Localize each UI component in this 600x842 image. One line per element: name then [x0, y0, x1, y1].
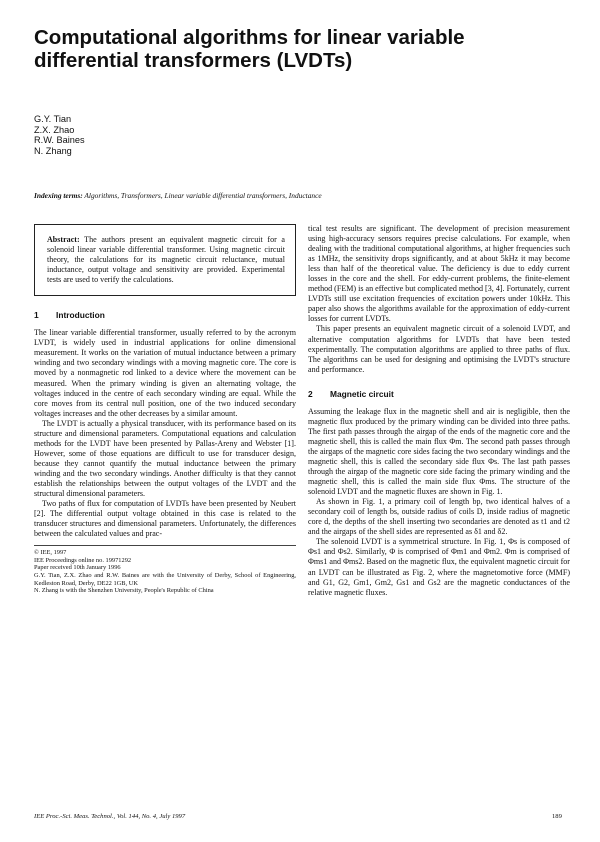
abstract-box — [34, 224, 296, 296]
body-paragraph: This paper presents an equivalent magnetic circuit of a solenoid LVDT, and alternative computation algorithms for LVDTs that have been tested experimentally. The computation algorithms are applied to three paths of flux. The algorithms can be used for designing and optimising the LVDT's structure and performance. — [308, 324, 570, 374]
body-paragraph: As shown in Fig. 1, a primary coil of length bp, two identical halves of a secondary coil of length bs, outside radius of coils D, inside radius of magnetic core d, the depths of the shell inserting two secondaries are denoted as t1 and t2 and the airgaps of the shell sides are represented as δ1 and δ2. — [308, 497, 570, 537]
body-paragraph: tical test results are significant. The development of precision measurement using high-accuracy sensors requires precise calculations. For example, when dealing with the traditional computational algorithms, at higher frequencies such as 1MHz, the sensitivity drops significantly, and at about 5kHz it may become less than half of the theoretical value. The deficiency is due to eddy current losses in the core and the shell. For eddy-current problems, the finite-element method (FEM) is an effective but complicated method [3, 4]. Fortunately, current LVDTs still use excitation frequencies of excitation powers under 10kHz. This paper also shows the algorithms available for the approximation of eddy-current losses for current LVDTs. — [308, 224, 570, 324]
body-paragraph: The solenoid LVDT is a symmetrical structure. In Fig. 1, Φs is composed of Φs1 and Φs2. Similarly, Φ is comprised of Φm1 and Φm2. Φm is comprised of Φms1 and Φms2. Based on the magnetic flux, the equivalent magnetic circuit for an LVDT can be illustrated as Fig. 2, where the magnetomotive force (MMF) and G1, G2, Gm1, Gm2, Gs1 and Gs2 are the magnetic conductances of the relative magnetic fluxes. — [308, 537, 570, 597]
paper-title: Computational algorithms for linear variable differential transformers (LVDTs) — [34, 26, 465, 72]
journal-citation: IEE Proc.-Sci. Meas. Technol., Vol. 144, No. 4, July 1997 — [34, 813, 186, 820]
left-column — [34, 224, 296, 595]
author: Z.X. Zhao — [34, 124, 75, 135]
author-list — [34, 114, 85, 156]
footnote: G.Y. Tian, Z.X. Zhao and R.W. Baines are with the University of Derby, School of Engineering, Kedleston Road, Derby, DE22 1GB, UK — [34, 572, 296, 587]
footnote: N. Zhang is with the Shenzhen University, People's Republic of China — [34, 587, 214, 595]
section-number: 2 — [308, 388, 313, 399]
indexing-terms-text: Algorithms, Transformers, Linear variable differential transformers, Inductance — [84, 191, 322, 200]
author: N. Zhang — [34, 145, 72, 156]
footnote: © IEE, 1997 — [34, 549, 67, 557]
section-heading-introduction — [34, 310, 296, 320]
author: R.W. Baines — [34, 135, 85, 146]
footnote: IEE Proceedings online no. 19971292 — [34, 556, 132, 564]
footnotes — [34, 545, 296, 595]
section-title: Introduction — [56, 310, 105, 321]
body-paragraph: The LVDT is actually a physical transducer, with its performance based on its structure and dimensional parameters. Computational equations and calculation methods for the LVDT have been presented by Pallas-Areny and Webster [1]. However, some of those equations are difficult to use for transducer design, because they cannot quantify the mutual inductance between the primary winding and the two secondary windings. Another difficulty is that they cannot establish the relationships between the output voltages of the LVDT and the structural dimensional parameters. — [34, 418, 296, 499]
abstract-text: The authors present an equivalent magnetic circuit for a solenoid linear variable differential transformer. Using magnetic circuit theory, the calculations for its magnetic circuit reluctance, mutual inductance, output voltage and sensitivity are provided. Experimental tests are used to verify the calculations. — [47, 235, 286, 285]
section-title: Magnetic circuit — [330, 388, 394, 399]
footnote: Paper received 10th January 1996 — [34, 564, 121, 572]
section-number: 1 — [34, 310, 39, 321]
body-paragraph: Two paths of flux for computation of LVDTs have been presented by Neubert [2]. The differential output voltage obtained in this case is related to the transducer structures and dimensional parameters. Unfortunately, the differences between the calculated values and prac- — [34, 499, 296, 539]
author: G.Y. Tian — [34, 114, 72, 124]
body-paragraph: The linear variable differential transformer, usually referred to by the acronym LVDT, is widely used in industrial applications for online dimensional measurement. It works on the variation of mutual inductance between a primary winding and two secondary windings with a moving magnetic core. The core is moved by a nonmagnetic rod linked to a device where the movement can be measured. When the primary winding is given an alternating voltage, the voltages induced in the centre of each secondary winding are equal. While the core moves from its central null position, one of the two induced secondary voltages increases and the other decreases by a similar amount. — [34, 328, 296, 418]
indexing-terms — [34, 191, 574, 200]
body-paragraph: Assuming the leakage flux in the magnetic shell and air is negligible, then the magnetic flux produced by the primary winding can be divided into three paths. The first path passes through the airgap of the ends of the magnetic core and the magnetic shell, this is called the main flux Φm. The second path passes through the airgaps of the magnetic core sides facing the two secondary windings and the magnetic shell, this is called the secondary side flux Φs. The last path passes through the airgap of the magnetic core side facing the primary winding and the magnetic shell, this is called the main side flux Φms. The structure of the solenoid LVDT and the magnetic fluxes are shown in Fig. 1. — [308, 406, 570, 497]
indexing-terms-label: Indexing terms: — [34, 191, 83, 200]
section-heading-magnetic-circuit — [308, 389, 570, 399]
abstract-label: Abstract: — [47, 235, 80, 244]
page-number: 189 — [552, 813, 562, 820]
right-column — [308, 224, 570, 598]
